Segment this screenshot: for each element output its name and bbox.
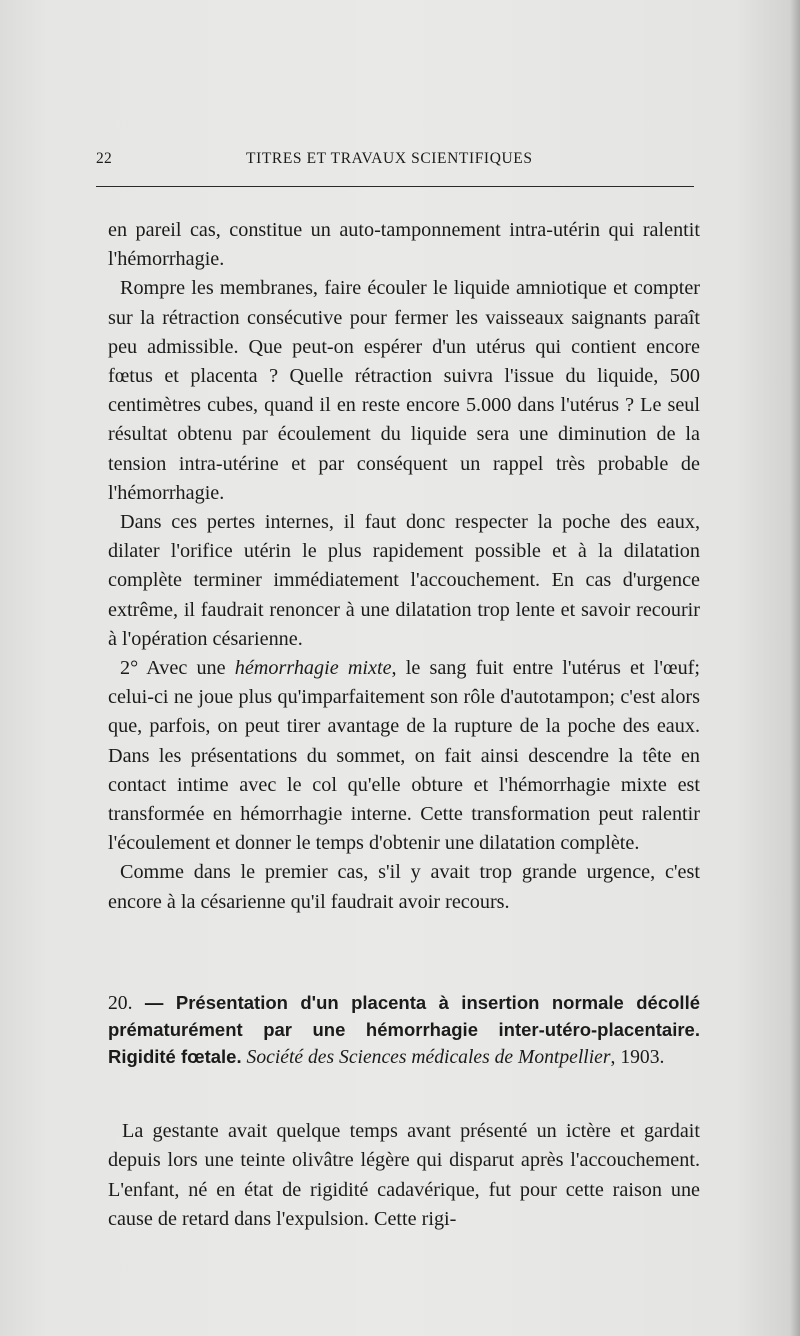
paragraph-5: Comme dans le premier cas, s'il y avait trop grande urgence, c'est encore à la césarienne qu'il faudrait avoir recours.	[108, 861, 700, 913]
entry-dash: —	[132, 992, 176, 1013]
page-edge-shadow	[790, 0, 800, 1336]
entry-journal: Société des Sciences médicales de Montpellier	[246, 1047, 611, 1068]
paragraph-2: Rompre les membranes, faire écouler le liquide amniotique et compter sur la rétraction consécutive pour fermer les vaisseaux saignants paraît peu admissible. Que peut-on espérer d'un utérus qui contient encore fœtus et placenta ? Quelle rétraction suivra l'issue du liquide, 500 centimètres cubes, quand il en reste encore 5.000 dans l'utérus ? Le seul résultat obtenu par écoulement du liquide sera une diminution de la tension intra-utérine et par conséquent un rappel très probable de l'hémorrhagie.	[108, 277, 700, 504]
running-title: TITRES ET TRAVAUX SCIENTIFIQUES	[246, 150, 533, 167]
entry-number: 20.	[108, 993, 133, 1014]
body-text	[108, 216, 700, 917]
abstract-paragraph: La gestante avait quelque temps avant présenté un ictère et gardait depuis lors une teinte olivâtre légère qui disparut après l'accouchement. L'enfant, né en état de rigidité cadavérique, fut pour cette raison une cause de retard dans l'expulsion. Cette rigi-	[108, 1120, 700, 1231]
page-number: 22	[96, 150, 112, 167]
entry-abstract	[108, 1117, 700, 1235]
header-rule	[96, 186, 694, 187]
running-header	[96, 150, 694, 174]
paragraph-4-italic: hémorrhagie mixte	[234, 657, 392, 680]
paragraph-3: Dans ces pertes internes, il faut donc respecter la poche des eaux, dilater l'orifice utérin le plus rapidement possible et à la dilatation complète terminer immédiatement l'accouchement. En cas d'urgence extrême, il faudrait renoncer à une dilatation trop lente et savoir recourir à l'opération césarienne.	[108, 511, 700, 650]
paragraph-1: en pareil cas, constitue un auto-tamponnement intra-utérin qui ralentit l'hémorrhagie.	[108, 219, 700, 271]
paragraph-4-rest: , le sang fuit entre l'utérus et l'œuf; celui-ci ne joue plus qu'imparfaitement son rôle d'autotampon; c'est alors que, parfois, on peut tirer avantage de la rupture de la poche des eaux. Dans les présentations du sommet, on fait ainsi descendre la tête en contact intime avec le col qu'elle obture et l'hémorrhagie mixte est transformée en hémorrhagie interne. Cette transformation peut ralentir l'écoulement et donner le temps d'obtenir une dilatation complète.	[108, 657, 700, 855]
entry-title: Présentation d'un placenta à insertion normale décollé prématurément par une hémorrhagie inter-utéro-placentaire. Rigidité fœtale.	[108, 992, 700, 1067]
paragraph-4	[108, 654, 700, 858]
publication-entry	[108, 990, 700, 1071]
entry-year: , 1903.	[610, 1047, 665, 1068]
paragraph-4-lead: 2° Avec une	[120, 657, 235, 680]
